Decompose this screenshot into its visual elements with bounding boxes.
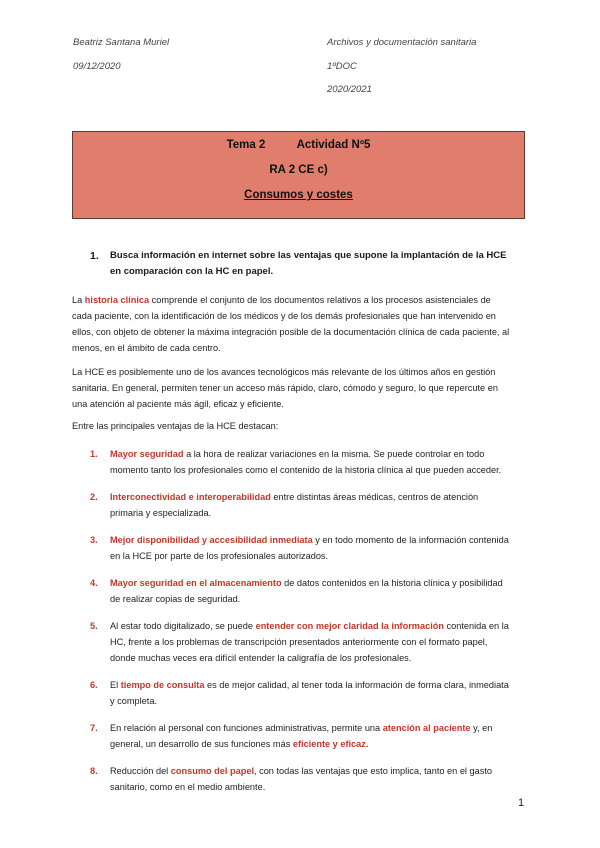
item-highlight: Mayor seguridad en el almacenamiento	[110, 578, 282, 588]
item-post: a la hora de realizar variaciones en la misma. Se puede controlar en todo momento tanto los profesionales como el contenido de la historia clínica al que pueden acceder.	[110, 449, 502, 475]
item-highlight: Mejor disponibilidad y accesibilidad inmediata	[110, 535, 313, 545]
item-number: 6.	[90, 680, 98, 690]
item-pre: En relación al personal con funciones administrativas, permite una	[110, 723, 383, 733]
question-number: 1.	[90, 250, 99, 262]
item-post: de datos contenidos en la historia clínica y posibilidad de realizar copias de seguridad.	[110, 578, 503, 604]
p1-post: comprende el conjunto de los documentos relativos a los procesos asistenciales de cada paciente, con la identificación de los médicos y de los demás profesionales que han intervenido en ellos, con objeto de obtener la máxima integración posible de la documentación clínica de cada paciente, al menos, en el ámbito de cada centro.	[72, 295, 510, 353]
item-highlight: tiempo de consulta	[120, 680, 205, 690]
item-highlight-2: eficiente y eficaz.	[292, 739, 369, 749]
list-item	[90, 763, 510, 795]
item-number: 2.	[90, 492, 98, 502]
item-post: y, en general, un desarrollo de sus funciones más	[110, 723, 493, 749]
item-pre: Reducción del	[110, 766, 171, 776]
list-item	[90, 446, 510, 478]
item-highlight: Mayor seguridad	[110, 449, 184, 459]
advantages-list	[90, 446, 510, 795]
list-item	[90, 618, 510, 666]
item-highlight: Interconectividad e interoperabilidad	[110, 492, 271, 502]
list-item	[90, 720, 510, 752]
item-pre: Al estar todo digitalizado, se puede	[110, 621, 256, 631]
item-number: 5.	[90, 621, 98, 631]
item-number: 8.	[90, 766, 98, 776]
item-highlight: entender con mejor claridad la información	[255, 621, 444, 631]
item-pre: El	[110, 680, 121, 690]
header-year: 2020/2021	[327, 84, 372, 95]
header-date: 09/12/2020	[73, 61, 121, 72]
item-number: 4.	[90, 578, 98, 588]
item-highlight: atención al paciente	[382, 723, 471, 733]
item-number: 3.	[90, 535, 98, 545]
tema-label: Tema 2	[226, 139, 266, 151]
question-text: Busca información en internet sobre las ventajas que supone la implantación de la HCE en comparación con la HC en papel.	[110, 250, 507, 277]
list-item	[90, 489, 510, 521]
p1-pre: La	[72, 295, 85, 305]
item-post: es de mejor calidad, al tener toda la información de forma clara, inmediata y completa.	[110, 680, 509, 706]
header-subject: Archivos y documentación sanitaria	[327, 37, 477, 48]
actividad-label: Actividad Nº5	[296, 139, 371, 151]
question	[90, 248, 510, 280]
item-post: y en todo momento de la información contenida en la HCE por parte de los profesionales autorizados.	[110, 535, 509, 561]
item-highlight: consumo del papel	[170, 766, 254, 776]
item-number: 1.	[90, 449, 98, 459]
title-line-1	[73, 139, 524, 151]
header-author: Beatriz Santana Muriel	[73, 37, 170, 48]
page-number: 1	[518, 797, 525, 809]
intro-paragraph-3: Entre las principales ventajas de la HCE destacan:	[72, 421, 279, 431]
item-post: contenida en la HC, frente a los problemas de transcripción presentados anteriormente con el formato papel, donde muchas veces era difícil entender la caligrafía de los profesionales.	[110, 621, 509, 663]
list-item	[90, 677, 510, 709]
header-course: 1ºDOC	[327, 61, 357, 72]
intro-paragraph-2: La HCE es posiblemente uno de los avances tecnológicos más relevante de los últimos años en gestión sanitaria. En general, permiten tener un acceso más rápido, claro, cómodo y seguro, lo que repercute en una atención al paciente más ágil, eficaz y eficiente.	[72, 367, 498, 409]
item-post: , con todas las ventajas que esto implica, tanto en el gasto sanitario, como en el medio ambiente.	[110, 766, 493, 792]
list-item	[90, 532, 510, 564]
item-post: entre distintas áreas médicas, centros de atención primaria y especializada.	[110, 492, 479, 518]
document-title: Consumos y costes	[244, 189, 353, 201]
list-item	[90, 575, 510, 607]
ra-label: RA 2 CE c)	[269, 164, 328, 176]
item-number: 7.	[90, 723, 98, 733]
p1-highlight: historia clínica	[84, 295, 150, 305]
intro-paragraph-1	[72, 292, 512, 356]
title-box	[72, 131, 525, 219]
